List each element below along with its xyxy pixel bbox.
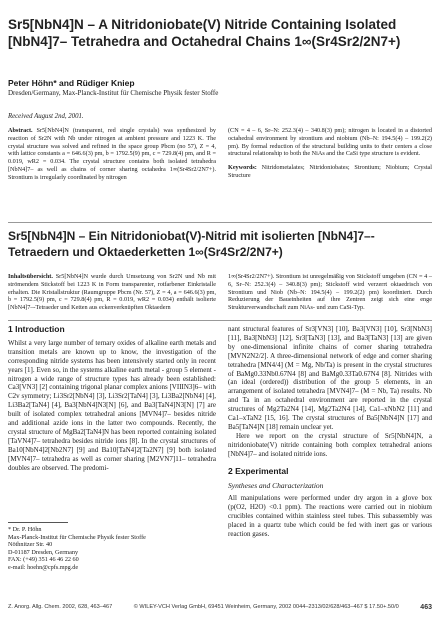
- corr-street: Nöthnitzer Str. 40: [8, 541, 53, 549]
- experimental-subheading: Syntheses and Characterization: [228, 480, 324, 490]
- publisher-line: © WILEY-VCH Verlag GmbH, 69451 Weinheim, Germany, 2002 0044–2313/02/628/463–467 $ 17.50+.50/0: [133, 604, 399, 610]
- abstract-german-right: 1∞(Sr4Sr2/2N7+). Strontium ist unregelmäßig von Stickstoff umgeben (CN = 4 – 6, Sr–N: 252.3(4) – 340.8(3) pm); Stickstoff wird verzerrt oktaedrisch von Strontium und Niob (Nb–N: 194.5(4) – 199.2(2) pm) koordiniert. Durch Reduzierung der Baueinheiten auf ihre Zentren zeigt sich eine enge Strukturverwandtschaft zum NiAs- und zum CaSi-Typ.: [228, 273, 432, 312]
- abstract-right: [228, 127, 432, 180]
- abstract-left: [8, 127, 216, 182]
- article-title-english: Sr5[NbN4]N – A Nitridoniobate(V) Nitride Containing Isolated [NbN4]7– Tetrahedra and Octahedral Chains 1∞(Sr4Sr2/2N7+): [8, 17, 401, 49]
- affiliation: Dresden/Germany, Max-Planck-Institut für Chemische Physik fester Stoffe: [8, 89, 219, 97]
- keywords-label: Keywords:: [228, 164, 257, 172]
- journal-citation: Z. Anorg. Allg. Chem. 2002, 628, 463–467: [8, 604, 113, 610]
- experimental-text: All manipulations were performed under dry argon in a glove box (p(O2, H2O) <0.1 ppm). The reactions were carried out in niobium crucibles contained within stainless steel tubes. This subassembly was placed in a quartz tube which could be fed with inert gas or various reaction gases.: [228, 494, 432, 539]
- corr-email[interactable]: e-mail: hoehn@cpfs.mpg.de: [8, 563, 79, 571]
- divider-rule: [8, 320, 432, 321]
- abstract-german-text-left: Sr5[NbN4]N wurde durch Umsetzung von Sr2N und Nb mit strömendem Stickstoff bei 1223 K in Form transparenter, rotfarbener Einkristalle erhalten. Die Kristallstruktur (Raumgruppe Pbcm (Nr. 57), Z = 4, a = 646.6(3) pm, b = 1792.5(9) pm, c = 729.8(4) pm, R = 0.019, wR2 = 0.034) enthält isolierte [NbN4]7–-Tetraeder und Ketten aus eckenverknüpften Oktaedern: [8, 273, 217, 312]
- corr-institute: Max-Planck-Institut für Chemische Physik fester Stoffe: [8, 533, 146, 541]
- corr-city: D-01187 Dresden, Germany: [8, 548, 79, 556]
- experimental-heading: 2 Experimental: [228, 465, 289, 476]
- intro-heading: 1 Introduction: [8, 324, 65, 334]
- intro-continued: nant structural features of Sr3[VN3] [10], Ba3[VN3] [10], Sr3[NbN3] [11], Ba3[NbN3] [12], Sr3[TaN3] [13], and Ba3[TaN3] [13] are given by one-dimensional infinite chains of corner sharing tetrahedra [MVN2N2/2]. A three-dimensional network of edge and corner sharing tetrahedra [MN4/4] (M = Mg, Nb/Ta) is present in the crystal structures of BaMg0.33Nb0.67N4 [8] and BaMg0.33Ta0.67N4 [8]. Nitrides with (an ideal (ordered)) distribution of the group 5 elements, in an arrangement of isolated tetrahedra [MVN4]7– (M = Nb, Ta) results. Nb and Ta in an octahedral environment are reported in the crystal structures of Mg2Ta2N4 [14], Mg2Ta2N4 [14], Ca1–xNbN2 [11] and Ca1–xTaN2 [15, 16]. The crystal structures of Ba5[NbN4]N [17] and Ba5[TaN4]N [18] remain unclear yet.: [228, 325, 432, 431]
- corr-fax: FAX: (+49) 351 46 46 22 60: [8, 556, 79, 564]
- footnote-rule: [8, 522, 68, 523]
- body-column-left: [8, 325, 216, 473]
- abstract-label: Abstract.: [8, 127, 33, 134]
- abstract-german-left: [8, 273, 216, 312]
- divider-rule: [8, 222, 432, 223]
- page-number: 463: [420, 604, 432, 611]
- abstract-text-right: (CN = 4 – 6, Sr–N: 252.3(4) – 340.8(3) pm); nitrogen is located in a distorted octahedral environment by strontium and niobium (Nb–N: 194.5(4) – 199.2(2) pm). By formal reduction of the structural building units to their centers a close structural relationship to both the NiAs and the CaSi type structure is evident.: [228, 127, 432, 158]
- intro-report: Here we report on the crystal structure of Sr5[NbN4]N, a nitridoniobate(V) nitride containing both complex tetrahedral anions [NbN4]7– and isolated nitride ions.: [228, 431, 432, 458]
- received-date: Received August 2nd, 2001.: [8, 113, 84, 120]
- keywords-text: Nitridometalates; Nitridoniobates; Strontium; Niobium; Crystal Structure: [228, 164, 433, 179]
- corr-name: * Dr. P. Höhn: [8, 526, 42, 533]
- page-footer: [8, 604, 432, 611]
- body-column-right: [228, 325, 432, 539]
- keywords: [228, 164, 432, 180]
- abstract-text-left: Sr5[NbN4]N (transparent, red single crystals) was synthesized by reaction of Sr2N with Nb under nitrogen at ambient pressure and 1223 K. The crystal structure was solved and refined in the space group Pbcm (no 57), Z = 4, with lattice constants a = 646.6(3) pm, b = 1792.5(9) pm, c = 729.8(4) pm, and R = 0.019, wR2 = 0.034. The crystal structure contains both isolated tetrahedra [NbN4]7– as well as chains of corner sharing octahedra 1∞(Sr4Sr2/2N7+). Strontium is irregularly coordinated by nitrogen: [8, 127, 216, 181]
- abstract-german-label: Inhaltsübersicht.: [8, 273, 53, 280]
- correspondence-address: [8, 526, 178, 572]
- authors: Peter Höhn* and Rüdiger Kniep: [8, 78, 135, 88]
- intro-text: Whilst a very large number of ternary oxides of alkaline earth metals and transition metals are known up to know, the investigation of the corresponding nitride systems has been intensively started only in recent years [1]. Even so, in the systems alkaline earth metal - group 5 element - nitrogen a wide range of structure types has already been established: Ca3[VN3] [2] containing trigonal planar complex anions [VIIIN3]6– with C2v symmetry; Li3Sr2[NbN4] [3], Li3Sr2[TaN4] [3], Li3Ba2[NbN4] [4], Li3Ba2[TaN4] [4], Ba3[NbN4]N3[N] [6], and Ba3[TaN4]N3[N] [7] are built of isolated complex tetrahedral anions [MVN4]7– besides nitride and additional azide ions in the latter two compounds. Recently, the crystal structure of MgBa2[TaN4]N has been reported containing isolated [TaVN4]7– tetrahedra besides nitride ions [8]. In the crystal structures of Ba10[NbN4]2[Nb2N7] [9] and Ba10[TaN4]2[Ta2N7] [9] both isolated [MVN4]7– tetrahedra as well as corner sharing [M2VN7]11– tetrahedra doubles are observed. The predomi-: [8, 338, 216, 472]
- article-title-german: Sr5[NbN4]N – Ein Nitridoniobat(V)-Nitrid mit isolierten [NbN4]7–-Tetraedern und Oktaederketten 1∞(Sr4Sr2/2N7+): [8, 229, 375, 259]
